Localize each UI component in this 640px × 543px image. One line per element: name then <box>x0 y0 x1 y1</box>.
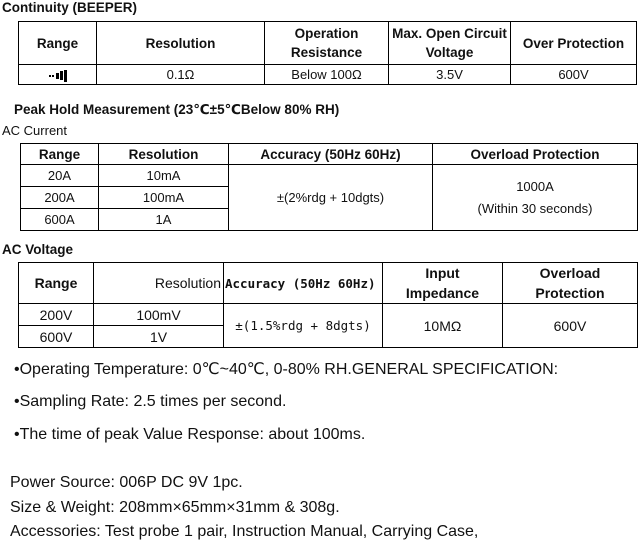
ac-current-label: AC Current <box>2 123 68 138</box>
beeper-icon <box>49 70 67 82</box>
cell-protection: 600V <box>503 304 638 348</box>
header-resolution: Resolution <box>94 263 224 304</box>
cell-impedance: 10MΩ <box>383 304 503 348</box>
cell-resistance: Below 100Ω <box>265 65 389 85</box>
header-overload-label: Overload <box>539 265 601 281</box>
cell-range: 600V <box>19 326 94 348</box>
header-max-open-circuit-voltage: Max. Open Circuit Voltage <box>389 22 511 65</box>
power-source-line: Power Source: 006P DC 9V 1pc. <box>10 474 243 491</box>
cell-resolution: 100mV <box>94 304 224 326</box>
header-protection-label: Protection <box>535 285 605 301</box>
ac-current-table <box>20 143 638 231</box>
continuity-table <box>18 21 637 85</box>
cell-accuracy: ±(2%rdg + 10dgts) <box>229 165 433 231</box>
header-resolution: Resolution <box>99 144 229 165</box>
cell-range: 600A <box>21 209 99 231</box>
cell-resolution: 10mA <box>99 165 229 187</box>
cell-resolution: 0.1Ω <box>97 65 265 85</box>
header-accuracy: Accuracy (50Hz 60Hz) <box>229 144 433 165</box>
cell-accuracy: ±(1.5%rdg + 8dgts) <box>224 304 383 348</box>
header-overload-protection: Overload Protection <box>433 144 638 165</box>
header-range: Range <box>19 263 94 304</box>
ac-voltage-title: AC Voltage <box>2 242 74 257</box>
cell-range: 20A <box>21 165 99 187</box>
cell-voltage: 3.5V <box>389 65 511 85</box>
cell-resolution: 1V <box>94 326 224 348</box>
cell-range <box>19 65 97 85</box>
protection-value: 1000A <box>516 178 554 194</box>
header-input-label: Input <box>425 265 460 281</box>
cell-overload-protection <box>433 165 638 231</box>
protection-note: (Within 30 seconds) <box>477 200 593 216</box>
bullet-peak-response: •The time of peak Value Response: about 100ms. <box>14 426 366 443</box>
cell-range: 200A <box>21 187 99 209</box>
cell-protection: 600V <box>511 65 637 85</box>
header-impedance-label: Impedance <box>405 285 480 301</box>
header-resolution: Resolution <box>97 22 265 65</box>
header-overload-protection <box>503 263 638 304</box>
header-input-impedance <box>383 263 503 304</box>
peak-hold-title: Peak Hold Measurement (23℃±5℃Below 80% RH) <box>14 102 340 117</box>
header-range: Range <box>19 22 97 65</box>
bullet-operating-temperature: •Operating Temperature: 0℃~40℃, 0-80% RH.GENERAL SPECIFICATION: <box>14 361 559 378</box>
cell-range: 200V <box>19 304 94 326</box>
accessories-line: Accessories: Test probe 1 pair, Instruction Manual, Carrying Case, <box>10 523 479 540</box>
header-over-protection: Over Protection <box>511 22 637 65</box>
header-accuracy: Accuracy (50Hz 60Hz) <box>224 263 383 304</box>
cell-resolution: 1A <box>99 209 229 231</box>
bullet-sampling-rate: •Sampling Rate: 2.5 times per second. <box>14 393 287 410</box>
ac-voltage-table <box>18 262 638 348</box>
header-range: Range <box>21 144 99 165</box>
cell-resolution: 100mA <box>99 187 229 209</box>
continuity-title: Continuity (BEEPER) <box>2 0 137 15</box>
size-weight-line: Size & Weight: 208mm×65mm×31mm & 308g. <box>10 499 340 516</box>
header-operation-resistance: Operation Resistance <box>265 22 389 65</box>
